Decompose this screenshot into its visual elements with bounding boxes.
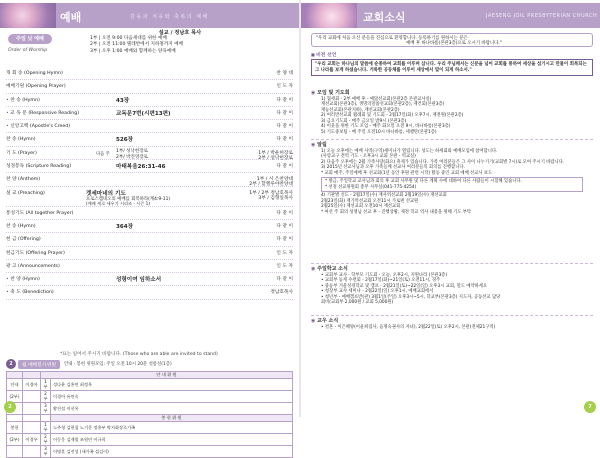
order-item-label: 헌금기도 (Offering Prayer) bbox=[6, 250, 65, 256]
welcome-box bbox=[311, 33, 593, 47]
list-item: 4) 이웃을 위한 기도 모임 - 매주 화요일 오전 9시, 바나바룸(본관3층) bbox=[321, 124, 451, 130]
order-row bbox=[6, 220, 293, 233]
table-cell: 노주형 김현집 노기문 정홍부 박지화장로가족 bbox=[51, 422, 293, 434]
list-item: 회비(교회부 2,000원 / 교회 5,000원) bbox=[321, 300, 394, 306]
page-number: 7 bbox=[584, 401, 596, 413]
section-heading: ◉ 교우 소식 bbox=[311, 318, 339, 324]
order-row bbox=[6, 187, 293, 207]
table-cell: 2부 bbox=[41, 391, 51, 403]
order-item-leader: 1부 / 시 은찬양대 bbox=[256, 177, 293, 183]
order-item-label: • 찬 송 (Hymn) bbox=[6, 97, 40, 103]
volunteer-table bbox=[6, 371, 293, 458]
table-row bbox=[7, 415, 293, 422]
list-item: 2월23일(화) 재가역선교회 오전11시 가로변 선교원 bbox=[321, 198, 419, 204]
table-cell bbox=[23, 446, 41, 458]
sunday-school-section bbox=[311, 267, 593, 306]
bullet-icon: ◉ bbox=[311, 318, 318, 324]
scripture-ref: 마태복음26:31-46 bbox=[116, 164, 166, 171]
table-cell bbox=[23, 403, 41, 415]
order-item-leader: 1부 / 박운허장로 bbox=[258, 150, 293, 156]
table-cell: 성다윤 김홍연 최정옥 bbox=[51, 379, 293, 391]
order-item-leader: 다 같 이 bbox=[276, 110, 293, 116]
sermon-series: (예배 세로 세우기 시리즈 - 시즌 1) bbox=[86, 201, 150, 207]
section-heading: ◉ 알림 bbox=[311, 142, 327, 148]
table-row bbox=[7, 379, 293, 391]
table-cell: (2부) bbox=[7, 434, 23, 446]
table-row bbox=[7, 403, 293, 415]
order-item-leader: 다 같 이 bbox=[276, 124, 293, 130]
table-cell bbox=[23, 415, 41, 422]
table-cell: 봉 헌 위 원 bbox=[51, 415, 293, 422]
table-cell bbox=[7, 415, 23, 422]
reading-ref: 교독문7번(시편13편) bbox=[116, 110, 171, 117]
list-item: * 여선 주 회의 성영님 선교 후 - 진행상황, 제전 학교 역사 내용을 위해 기도 부탁 bbox=[321, 210, 472, 216]
list-item: 5) 기도중보팀 - 매 주일 오전10시 바나바룸, 세챙탄(본관1층) bbox=[321, 129, 437, 135]
order-row bbox=[6, 80, 293, 93]
sermon-title: 겟세마네의 기도 bbox=[86, 190, 126, 197]
divider bbox=[311, 263, 593, 264]
list-item: (사랑교구 전역 기도 - 오후3시 교회 본관 - 역교실) bbox=[321, 154, 416, 160]
list-item: • 청년부 - 예배캠프반(관) 3월1일(주일) 오후3시~5시, 학교부(본관3층) 지도자, 공동선교 담당 bbox=[321, 294, 501, 300]
list-item: 재선교회(본관3층), 생명의말씀선교회(본관2층), 재건회(본관3층) bbox=[321, 102, 445, 108]
order-item-leader: 다 같 이 bbox=[276, 210, 293, 216]
welcome-line-2: 예배 후 바나바룸(본관3층)으로 오시기 바랍니다." bbox=[406, 41, 502, 46]
church-name: JAESENG JOIL PRESBYTERIAN CHURCH bbox=[486, 13, 598, 19]
standing-note: *표는 일어서 주시기 바랍니다. (Those who are able are invited to stand) bbox=[60, 352, 218, 357]
next-week-prayer-2: 2부/ 박진영장로 bbox=[116, 155, 148, 161]
table-cell bbox=[7, 446, 23, 458]
sunday-service-badge: 주일 낮 예배 bbox=[8, 34, 52, 44]
vision-text: "우리 교회는 하나님의 말씀에 순종하여 교회를 이루며 삽니다. 우리 주님께서는 신분을 넘어 교회를 통하여 세상을 섬기시고 만물이 회복되는 그 나라를 보게 하셨습니다. 거룩한 공동체를 이루어 세상에서 빛이 되게 하소서." bbox=[311, 59, 593, 76]
order-item-leader-2: 2부 / 성낙헌장로 bbox=[258, 155, 293, 161]
order-item-label: 헌 금 (Offering) bbox=[6, 237, 41, 243]
service-time-2: 2부 | 오전 11:00 텔레반에서 지하철까지 예배 bbox=[90, 42, 184, 48]
bullet-icon: ◉ bbox=[311, 266, 318, 272]
bullet-icon: ◉ bbox=[311, 142, 318, 148]
list-item: 2) 여러반선교회 월례회 및 기도회 - 2월17일(화) 오후7시, 재전원(본관2층) bbox=[321, 113, 464, 119]
flower-photo bbox=[0, 3, 56, 28]
table-cell: 이경우 bbox=[23, 434, 41, 446]
order-row bbox=[6, 260, 293, 273]
volunteer-title: 월 예배봉사위원 bbox=[18, 360, 60, 369]
notice-line: * 선정 선교위원회 총무 사무실(041-775-4254) bbox=[325, 184, 417, 190]
list-item: 2) 다음주 오후에는 2월 가족사랑(화요) 축제가 있습니다. 가족 여러분들은 그 사이 나누기기(교회별 7시)로 모여 주시기 바랍니다. bbox=[321, 159, 565, 165]
order-item-label: • 찬 양 (Hymn) bbox=[6, 276, 40, 282]
table-row bbox=[7, 434, 293, 446]
order-item-leader: 인 도 자 bbox=[276, 250, 293, 256]
order-row bbox=[6, 286, 293, 299]
order-item-label: • 교 독 문 (Responsive Reading) bbox=[6, 110, 79, 116]
order-item-label: 통성기도 (All together Prayer) bbox=[6, 210, 74, 216]
flower-photo bbox=[301, 3, 357, 28]
divider bbox=[311, 139, 593, 140]
table-header bbox=[7, 372, 23, 379]
service-time-1: 1부 | 오전 9:00 다음세대를 위한 예배 bbox=[90, 36, 167, 42]
hymn-number: 364장 bbox=[116, 223, 134, 230]
order-of-worship-label: Order of Worship bbox=[8, 48, 48, 53]
order-row bbox=[6, 120, 293, 133]
page-number: 2 bbox=[4, 401, 16, 413]
order-row bbox=[6, 207, 293, 220]
table-row bbox=[7, 446, 293, 458]
order-item-leader: 1부 / 2부 정남호목사 bbox=[249, 190, 293, 196]
volunteer-header bbox=[6, 359, 172, 369]
worship-page bbox=[0, 0, 299, 456]
worship-subtitle: 감동과 치유와 축복의 예배 bbox=[130, 14, 209, 20]
list-item: 4) 기관별 신도 - 2월17일(수) 재사역선교회 2월19일(수) 재선교회 bbox=[321, 193, 447, 199]
order-row bbox=[6, 233, 293, 246]
meetings-section bbox=[311, 91, 593, 135]
sermon-header: 설교 / 정남호 목사 bbox=[158, 30, 202, 36]
news-page bbox=[301, 0, 600, 417]
order-item-leader: 인 도 자 bbox=[276, 84, 293, 90]
table-cell bbox=[23, 391, 41, 403]
order-item-leader: 다 같 이 bbox=[276, 137, 293, 143]
order-row bbox=[6, 173, 293, 186]
order-list bbox=[6, 67, 293, 300]
divider bbox=[311, 315, 593, 316]
order-item-leader: 인 도 자 bbox=[276, 263, 293, 269]
list-item: 3) 금요기도회 - 매주 금요일 밤9시 (본관3층) bbox=[321, 118, 407, 124]
table-cell: 황진섭 이선옥 bbox=[51, 403, 293, 415]
table-cell: 1부 bbox=[41, 422, 51, 434]
table-cell: 이명훈 김진성 (새가족 섬김이) bbox=[51, 446, 293, 458]
order-item-leader-2: 2부 / 할렐루야찬양대 bbox=[249, 182, 293, 188]
table-cell: 1부 bbox=[41, 379, 51, 391]
order-item-label: 예배기원 (Opening Prayer) bbox=[6, 84, 66, 90]
order-item-leader-2: 3부 / 김형일목사 bbox=[258, 195, 293, 201]
table-cell: 3부 bbox=[41, 403, 51, 415]
section-heading: ◉ 모임 및 기도회 bbox=[311, 90, 350, 96]
order-item-leader: 정남호목사 bbox=[270, 290, 293, 296]
table-cell: 이경아 bbox=[23, 379, 41, 391]
order-item-leader: 다 같 이 bbox=[276, 97, 293, 103]
worship-title: 예배 bbox=[60, 11, 82, 24]
bullet-icon: ◉ bbox=[311, 90, 318, 96]
order-item-label: 기 도 (Prayer) bbox=[6, 150, 37, 156]
table-cell: 2부 bbox=[41, 434, 51, 446]
list-item: • 교회부 동계 수련회 - 2월17일(화)~21일(토) 오전11시, 경주 bbox=[321, 278, 441, 284]
table-header: 안 내 위 원 bbox=[41, 372, 293, 379]
news-title: 교회소식 bbox=[363, 11, 406, 24]
order-row bbox=[6, 247, 293, 260]
table-row bbox=[7, 422, 293, 434]
list-item: • 교회부 교사 · 학부모 기도회 - 오늘, 오후2시, 지원나라 (본관3층) bbox=[321, 272, 448, 278]
notice-line: * 방금, 주일학교 교사님과 회의 후 교회 사무원 및 다른 계획 수에 대하여 다른 사람들이 시험해 있습니다. bbox=[325, 179, 522, 185]
order-item-label: 설 교 (Preaching) bbox=[6, 190, 45, 196]
order-item-leader: 찬 양 대 bbox=[276, 71, 293, 76]
notice-box bbox=[321, 177, 583, 192]
order-row bbox=[6, 107, 293, 120]
order-item-label: • 신앙고백 (Apostle's Creed) bbox=[6, 123, 70, 129]
table-cell: 이경아 유연숙 bbox=[51, 391, 293, 403]
member-news-section bbox=[311, 319, 593, 330]
table-cell: 봉헌 bbox=[7, 422, 23, 434]
table-header bbox=[23, 372, 41, 379]
vision-section bbox=[311, 51, 593, 76]
table-cell: 이동웅 김재열 조원민 이규희 bbox=[51, 434, 293, 446]
month-badge: 2 bbox=[6, 359, 16, 369]
order-item-label: 찬 양 (Anthem) bbox=[6, 177, 41, 183]
order-row bbox=[6, 67, 293, 80]
list-item: 1) 협세회 - 2부 예배 후 - 예닮선교회(본관2층 본관교사실) bbox=[321, 96, 432, 102]
order-item-label: 광 고 (Announcements) bbox=[6, 263, 60, 269]
next-week-label: 다음 주 bbox=[96, 151, 110, 157]
list-item: 2월25일(수) 재선교회 오전10시 재선교회 bbox=[321, 204, 401, 210]
table-row bbox=[7, 391, 293, 403]
hymn-number: 526장 bbox=[116, 137, 134, 144]
hymn-number: 43장 bbox=[116, 97, 130, 104]
sermon-schedule bbox=[80, 30, 280, 55]
list-item: • 중등부 겨울성경학교 및 캠프 - 2월21일(토)~22일(일) 오후3시 교회, 말도 예약하세요 bbox=[321, 283, 488, 289]
order-row bbox=[6, 94, 293, 107]
order-item-label: 찬 송 (Hymn) bbox=[6, 223, 36, 229]
hymn-title: 성령이여 임하소서 bbox=[116, 277, 162, 284]
service-time-3: 3부 | 오후 1:00 예배와 함께하는 양육예배 bbox=[90, 48, 176, 54]
vision-heading: ■ 비전 선언 bbox=[311, 51, 593, 58]
table-header-row bbox=[7, 372, 293, 379]
sermon-subtitle: 프로스켐네오의 예배를 회복하라(계4:9-11) bbox=[86, 196, 171, 202]
list-item: 재능선교회(본관지하), 재선교회(본관2층) bbox=[321, 107, 400, 113]
table-cell: 3부 bbox=[41, 446, 51, 458]
volunteer-meeting-info: 안내 · 봉헌 위원모임: 주일 오전 10시 20분 설룸실(1층) bbox=[63, 362, 172, 367]
order-row bbox=[6, 147, 293, 160]
order-row bbox=[6, 160, 293, 173]
list-item: 3) 2015년 선교사님과 오후 가족들께 선교사 여러분들의 회의를 진행합니다. bbox=[321, 165, 465, 171]
list-item: * 교회 매주, 주일예배 후 선교회(1년 동안 후원 관련 시작) 활동 중인 교회 예배 선교사 보도 bbox=[321, 170, 493, 176]
table-cell bbox=[23, 422, 41, 434]
order-item-label: 찬 송 (Hymn) bbox=[6, 137, 36, 143]
table-cell: 안내 bbox=[7, 379, 23, 391]
list-item: 1) 오늘 오후에는 예배 사역(구역)세미나가 열립니다. 성도는 하세회와 예배모임에 참여합니다. bbox=[321, 148, 498, 154]
order-item-label: 개 회 송 (Opening Hymn) bbox=[6, 71, 63, 76]
welcome-line-1: "우리 교회에 처음 오신 분들을 진심으로 환영합니다. 등록하기를 원하시는 분은 bbox=[316, 36, 468, 41]
section-heading: ◉ 주일학교 소식 bbox=[311, 266, 348, 272]
order-row bbox=[6, 273, 293, 286]
order-item-leader: 다 같 이 bbox=[276, 277, 293, 283]
order-item-label: • 축 도 (Benediction) bbox=[6, 289, 54, 295]
list-item: • 청장부 교사 세미나 - 2월22일(일) 오후1시, 예배교회에서 bbox=[321, 289, 434, 295]
notices-section bbox=[311, 143, 593, 216]
next-week-prayer-1: 1부/ 성낙헌장로 bbox=[116, 148, 148, 154]
list-item: • 결혼 - 이은혜양(이윤희집사, 음명숙권사의 자녀), 2월22일(토) 오후2시, 본관(전체21구역) bbox=[321, 324, 496, 330]
order-item-leader: 다 같 이 bbox=[276, 164, 293, 170]
order-item-leader: 다 같 이 bbox=[276, 223, 293, 229]
order-item-label: 성경봉독 (Scripture Reading) bbox=[6, 164, 72, 170]
table-cell bbox=[41, 415, 51, 422]
table-cell: (2부) bbox=[7, 391, 23, 403]
order-item-leader: 다 같 이 bbox=[276, 237, 293, 243]
order-row bbox=[6, 133, 293, 146]
